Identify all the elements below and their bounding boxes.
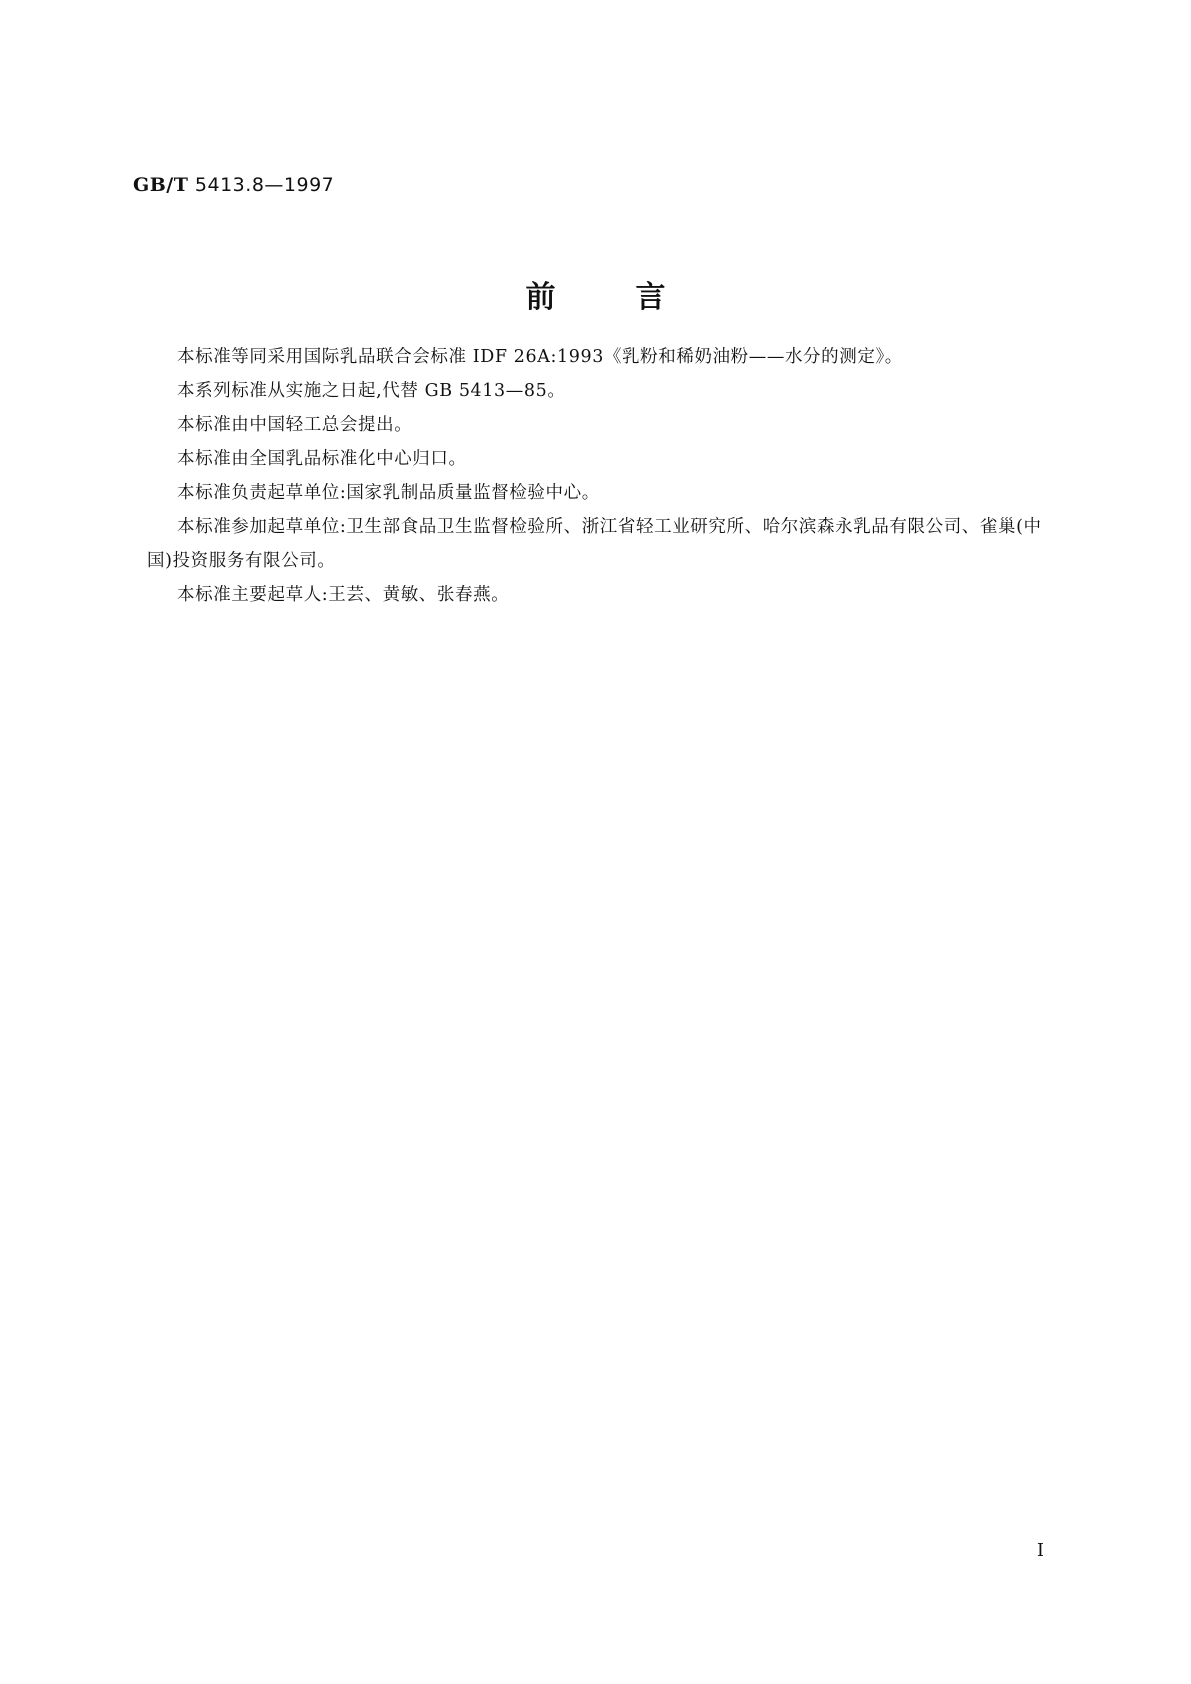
paragraph: 本系列标准从实施之日起,代替 GB 5413—85。 (177, 381, 566, 401)
paragraph: 本标准等同采用国际乳品联合会标准 IDF 26A:1993《乳粉和稀奶油粉——水分的测定》。 (177, 347, 903, 367)
standard-prefix: GB/T (133, 174, 189, 196)
page-title: 前言 (525, 280, 746, 315)
document-code (133, 174, 334, 196)
page-number: I (1036, 1540, 1044, 1561)
paragraph: 本标准参加起草单位:卫生部食品卫生监督检验所、浙江省轻工业研究所、哈尔滨森永乳品有限公司、雀巢(中国)投资服务有限公司。 (147, 517, 1042, 571)
paragraph: 本标准由全国乳品标准化中心归口。 (177, 449, 467, 469)
paragraph: 本标准负责起草单位:国家乳制品质量监督检验中心。 (177, 483, 600, 503)
standard-number: 5413.8—1997 (194, 174, 335, 196)
foreword-body (147, 340, 1047, 612)
paragraph: 本标准由中国轻工总会提出。 (177, 415, 413, 435)
paragraph: 本标准主要起草人:王芸、黄敏、张春燕。 (177, 585, 510, 605)
